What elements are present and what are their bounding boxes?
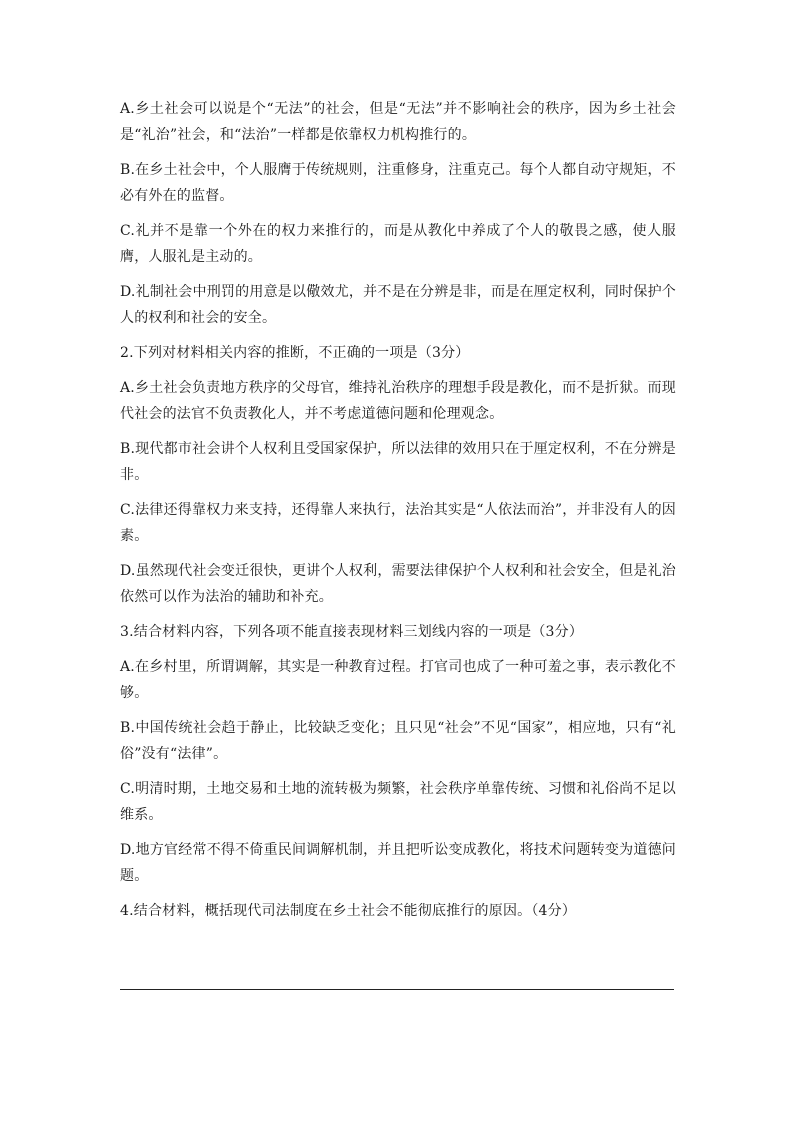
q3-option-c: C.明清时期，土地交易和土地的流转极为频繁，社会秩序单靠传统、习惯和礼俗尚不足以维系。	[120, 781, 676, 823]
q3-option-b: B.中国传统社会趋于静止，比较缺乏变化；且只见“社会”不见“国家”，相应地，只有“礼俗”没有“法律”。	[120, 720, 676, 762]
q2-option-d: D.虽然现代社会变迁很快，更讲个人权利，需要法律保护个人权利和社会安全，但是礼治依然可以作为法治的辅助和补充。	[120, 563, 676, 605]
q1-option-d: D.礼制社会中刑罚的用意是以儆效尤，并不是在分辨是非，而是在厘定权利，同时保护个人的权利和社会的安全。	[120, 284, 676, 326]
question-2-stem: 2.下列对材料相关内容的推断，不正确的一项是（3分）	[120, 345, 470, 361]
answer-line	[120, 989, 674, 990]
question-4-stem: 4.结合材料，概括现代司法制度在乡土社会不能彻底推行的原因。（4分）	[120, 903, 577, 919]
q3-option-d: D.地方官经常不得不倚重民间调解机制，并且把听讼变成教化，将技术问题转变为道德问题。	[120, 842, 676, 884]
q3-option-a: A.在乡村里，所谓调解，其实是一种教育过程。打官司也成了一种可羞之事，表示教化不够。	[120, 659, 676, 701]
q1-option-a: A.乡土社会可以说是个“无法”的社会，但是“无法”并不影响社会的秩序，因为乡土社会是“礼治”社会，和“法治”一样都是依靠权力机构推行的。	[120, 101, 676, 143]
q2-option-a: A.乡土社会负责地方秩序的父母官，维持礼治秩序的理想手段是教化，而不是折狱。而现代社会的法官不负责教化人，并不考虑道德问题和伦理观念。	[120, 380, 676, 422]
q1-option-b: B.在乡土社会中，个人服膺于传统规则，注重修身，注重克己。每个人都自动守规矩，不必有外在的监督。	[120, 162, 676, 204]
q2-option-c: C.法律还得靠权力来支持，还得靠人来执行，法治其实是“人依法而治”，并非没有人的因素。	[120, 502, 676, 544]
q2-option-b: B.现代都市社会讲个人权利且受国家保护，所以法律的效用只在于厘定权利，不在分辨是非。	[120, 441, 676, 483]
question-3-stem: 3.结合材料内容，下列各项不能直接表现材料三划线内容的一项是（3分）	[120, 624, 584, 640]
question-text-block	[120, 96, 676, 933]
q1-option-c: C.礼并不是靠一个外在的权力来推行的，而是从教化中养成了个人的敬畏之感，使人服膺，人服礼是主动的。	[120, 223, 676, 265]
